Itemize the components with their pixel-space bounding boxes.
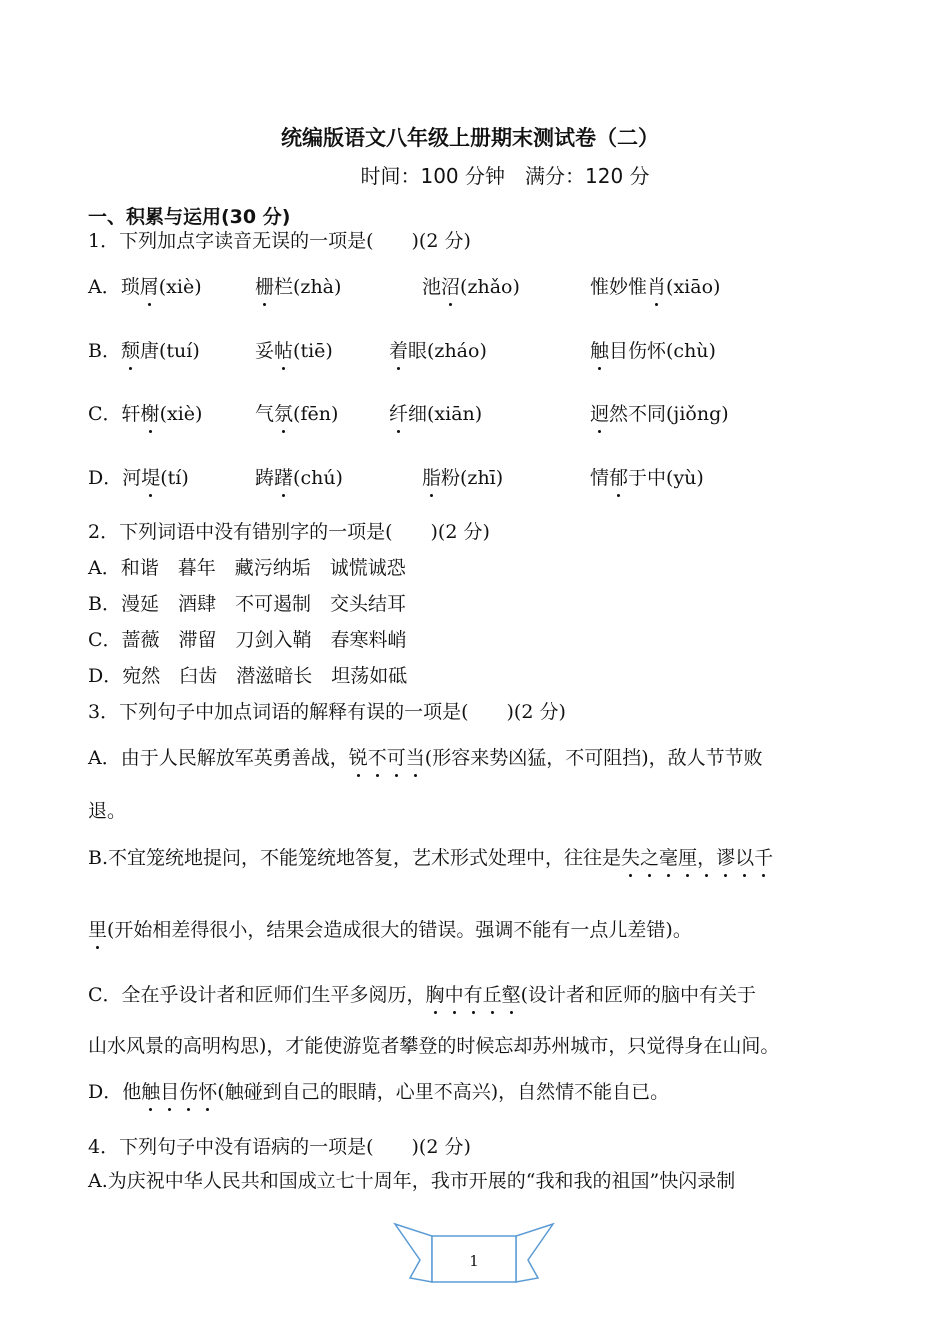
q4-stem: 4．下列句子中没有语病的一项是( )(2 分) [88,1136,471,1158]
q2-option-c: C．蔷薇 滞留 刀剑入鞘 春寒料峭 [88,629,407,651]
q3-stem: 3．下列句子中加点词语的解释有误的一项是( )(2 分) [88,701,566,723]
q3-option-c-line1: C．全在乎设计者和匠师们生平多阅历，胸中有丘壑(设计者和匠师的脑中有关于 [88,980,756,1007]
q4-option-a-line1: A.为庆祝中华人民共和国成立七十周年，我市开展的“我和我的祖国”快闪录制 [88,1170,736,1192]
exam-info: 时间：100 分钟 满分：120 分 [360,164,650,188]
q1-option-b: B．颓唐(tuí) 妥帖(tiē) 着眼(zháo) 触目伤怀(chù) [88,336,200,363]
q3-option-b-line1: B.不宜笼统地提问，不能笼统地答复，艺术形式处理中，往往是失之毫厘，谬以千 [88,843,773,870]
q1-option-d: D．河堤(tí) 踌躇(chú) 脂粉(zhī) 情郁于中(yù) [88,463,189,490]
q3-option-a-line2: 退。 [88,800,127,822]
page-number: 1 [469,1252,479,1270]
q1-stem: 1．下列加点字读音无误的一项是( )(2 分) [88,230,471,252]
page-title: 统编版语文八年级上册期末测试卷（二） [281,126,659,150]
q2-stem: 2．下列词语中没有错别字的一项是( )(2 分) [88,521,490,543]
section-heading: 一、积累与运用(30 分) [88,206,291,228]
q2-option-a: A．和谐 暮年 藏污纳垢 诚慌诚恐 [88,557,406,579]
q2-option-d: D．宛然 臼齿 潜滋暗长 坦荡如砥 [88,665,408,687]
page-number-ribbon [0,1220,950,1320]
q3-option-c-line2: 山水风景的高明构思)，才能使游览者攀登的时候忘却苏州城市，只觉得身在山间。 [88,1035,780,1057]
q3-option-a-line1: A．由于人民解放军英勇善战，锐不可当(形容来势凶猛，不可阻挡)，敌人节节败 [88,743,763,770]
q3-option-b-line2: 里(开始相差得很小，结果会造成很大的错误。强调不能有一点儿差错)。 [88,915,692,942]
q3-option-d: D．他触目伤怀(触碰到自己的眼睛，心里不高兴)，自然情不能自已。 [88,1077,669,1104]
q2-option-b: B．漫延 酒肆 不可遏制 交头结耳 [88,593,406,615]
q1-option-a: A．琐屑(xiè) 栅栏(zhà) 池沼(zhǎo) 惟妙惟肖(xiāo) [88,272,202,299]
q1-option-c: C．轩榭(xiè) 气氛(fēn) 纤细(xiān) 迥然不同(jiǒng) [88,399,202,426]
